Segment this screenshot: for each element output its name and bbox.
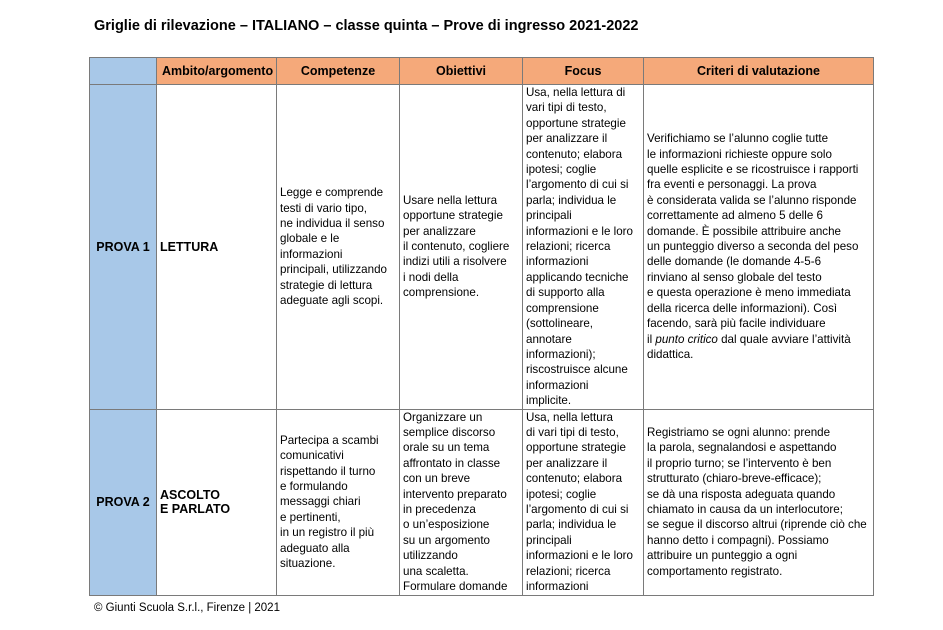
text-line: comunicativi [280, 449, 344, 463]
text-line: della ricerca delle informazioni). Così [647, 301, 838, 315]
text-line: se dà una risposta adeguata quando [647, 487, 836, 501]
text-line: Usare nella lettura [403, 193, 498, 207]
criteri-tail-pre: il [647, 332, 656, 346]
text-line: il proprio turno; se l’intervento è ben [647, 456, 832, 470]
text-line: i nodi della [403, 270, 459, 284]
footer-copyright: © Giunti Scuola S.r.l., Firenze | 2021 [94, 602, 280, 614]
text-line: orale su un tema [403, 441, 490, 455]
criteri-tail-em: punto critico [655, 332, 718, 346]
header-focus: Focus [523, 58, 644, 85]
obiettivi-cell [400, 409, 523, 595]
text-line: rispettando il turno [280, 464, 376, 478]
text-line: ne individua il senso [280, 216, 385, 230]
competenze-cell [277, 85, 400, 410]
text-line: e formulando [280, 479, 348, 493]
text-line: di vari tipi di testo, [526, 426, 619, 439]
text-line: per analizzare il [526, 456, 608, 470]
text-line: Verifichiamo se l’alunno coglie tutte [647, 132, 829, 146]
text-line: testi di vario tipo, [280, 201, 367, 215]
text-line: contenuto; elabora [526, 147, 623, 161]
text-line: contenuto; elabora [526, 472, 623, 486]
text-line: adeguate agli scopi. [280, 293, 384, 307]
text-line: affrontato in classe [403, 456, 501, 470]
text-line: hanno detto i compagni). Possiamo [647, 533, 829, 547]
text-line: (sottolineare, [526, 317, 594, 331]
text-line: utilizzando [403, 549, 458, 563]
text-line: messaggi chiari [280, 495, 361, 509]
text-line: Legge e comprende [280, 186, 384, 200]
text-line: il contenuto, cogliere [403, 240, 510, 254]
text-line: rinviano al senso globale del testo [647, 270, 822, 284]
prova-label: PROVA 2 [90, 409, 157, 595]
text-line: informazioni [526, 378, 589, 392]
text-line: vari tipi di testo, [526, 101, 607, 115]
text-line: un punteggio diverso a seconda del peso [647, 240, 859, 254]
text-line: parla; individua le [526, 193, 617, 207]
text-line: Formulare domande [403, 580, 508, 594]
header-ambito: Ambito/argomento [157, 58, 277, 85]
text-line: opportune strategie [526, 116, 626, 130]
text-line: se segue il discorso altrui (riprende ciò che [647, 518, 867, 532]
obiettivi-cell [400, 85, 523, 410]
text-line: ipotesi; coglie [526, 487, 597, 501]
text-line: la parola, segnalandosi e aspettando [647, 441, 837, 455]
text-line: su un argomento [403, 533, 491, 547]
text-line: attribuire un punteggio a ogni [647, 549, 798, 563]
header-competenze: Competenze [277, 58, 400, 85]
text-line: intervento preparato [403, 487, 507, 501]
text-line: e pertinenti, [280, 510, 341, 524]
text-line: relazioni; ricerca [526, 564, 611, 578]
criteri-tail-post: dal quale avviare l’attività [717, 332, 851, 346]
criteri-cell [644, 85, 874, 410]
text-line: chiamato in causa da un interlocutore; [647, 503, 843, 517]
text-line: comprensione. [403, 286, 480, 300]
text-line: informazioni [280, 247, 343, 261]
text-line: semplice discorso [403, 426, 496, 439]
focus-lines [526, 410, 640, 595]
text-line: informazioni [526, 580, 589, 594]
text-line: è considerata valida se l’alunno risponde [647, 193, 857, 207]
text-line: Usa, nella lettura [526, 410, 613, 424]
text-line: relazioni; ricerca [526, 240, 611, 254]
header-obiettivi: Obiettivi [400, 58, 523, 85]
text-line: situazione. [280, 556, 336, 570]
text-line: Usa, nella lettura di [526, 86, 626, 99]
table-row [90, 85, 874, 410]
text-line: l’argomento di cui si [526, 178, 629, 192]
competenze-cell [277, 409, 400, 595]
text-line: parla; individua le [526, 518, 617, 532]
text-line: LETTURA [160, 239, 219, 254]
text-line: ipotesi; coglie [526, 163, 597, 177]
criteri-lines [647, 131, 870, 331]
text-line: e questa operazione è meno immediata [647, 286, 851, 300]
text-line: fra eventi e personaggi. La prova [647, 178, 817, 192]
text-line: in un registro il più [280, 526, 375, 540]
page-title: Griglie di rilevazione – ITALIANO – classe quinta – Prove di ingresso 2021-2022 [94, 18, 639, 34]
criteri-cell [644, 409, 874, 595]
text-line: implicite. [526, 394, 572, 408]
text-line: facendo, sarà più facile individuare [647, 317, 826, 331]
text-line: adeguato alla [280, 541, 350, 555]
text-line: di supporto alla [526, 286, 605, 300]
text-line: Organizzare un [403, 410, 483, 424]
evaluation-table [89, 57, 874, 596]
text-line: ASCOLTO [160, 488, 220, 503]
text-line: principali [526, 209, 572, 223]
text-line: per analizzare il [526, 132, 608, 146]
text-line: E PARLATO [160, 502, 231, 517]
text-line: comprensione [526, 301, 599, 315]
criteri-tail-line [647, 332, 870, 347]
text-line: opportune strategie [403, 209, 503, 223]
text-line: l’argomento di cui si [526, 503, 629, 517]
text-line: annotare [526, 332, 572, 346]
text-line: principali [526, 533, 572, 547]
ambito-cell [157, 409, 277, 595]
text-line: comportamento registrato. [647, 564, 783, 578]
header-blank-cell [90, 58, 157, 85]
text-line: in precedenza [403, 503, 476, 517]
text-line: con un breve [403, 472, 471, 486]
text-line: informazioni [526, 255, 589, 269]
text-line: delle domande (le domande 4-5-6 [647, 255, 822, 269]
prova-label: PROVA 1 [90, 85, 157, 410]
text-line: o un’esposizione [403, 518, 490, 532]
focus-cell [523, 85, 644, 410]
focus-cell [523, 409, 644, 595]
text-line: applicando tecniche [526, 270, 629, 284]
text-line: quelle esplicite e se ricostruisce i rapporti [647, 163, 859, 177]
table-header-row [90, 58, 874, 85]
text-line: per analizzare [403, 224, 476, 238]
text-line: strategie di lettura [280, 278, 373, 292]
text-line: strutturato (chiaro-breve-efficace); [647, 472, 822, 486]
text-line: Registriamo se ogni alunno: prende [647, 426, 831, 439]
ambito-cell [157, 85, 277, 410]
table-row [90, 409, 874, 595]
text-line: riscostruisce alcune [526, 363, 628, 377]
text-line: correttamente ad almeno 5 delle 6 [647, 209, 823, 223]
text-line: indizi utili a risolvere [403, 255, 507, 269]
text-line: Partecipa a scambi [280, 433, 379, 447]
header-criteri: Criteri di valutazione [644, 58, 874, 85]
criteri-last-line: didattica. [647, 347, 694, 361]
text-line: informazioni e le loro [526, 549, 633, 563]
text-line: globale e le [280, 232, 340, 246]
text-line: informazioni e le loro [526, 224, 633, 238]
text-line: una scaletta. [403, 564, 469, 578]
text-line: principali, utilizzando [280, 263, 387, 277]
text-line: le informazioni richieste oppure solo [647, 147, 832, 161]
text-line: opportune strategie [526, 441, 626, 455]
text-line: domande. È possibile attribuire anche [647, 224, 841, 238]
obiettivi-lines [403, 410, 519, 595]
text-line: informazioni); [526, 347, 596, 361]
